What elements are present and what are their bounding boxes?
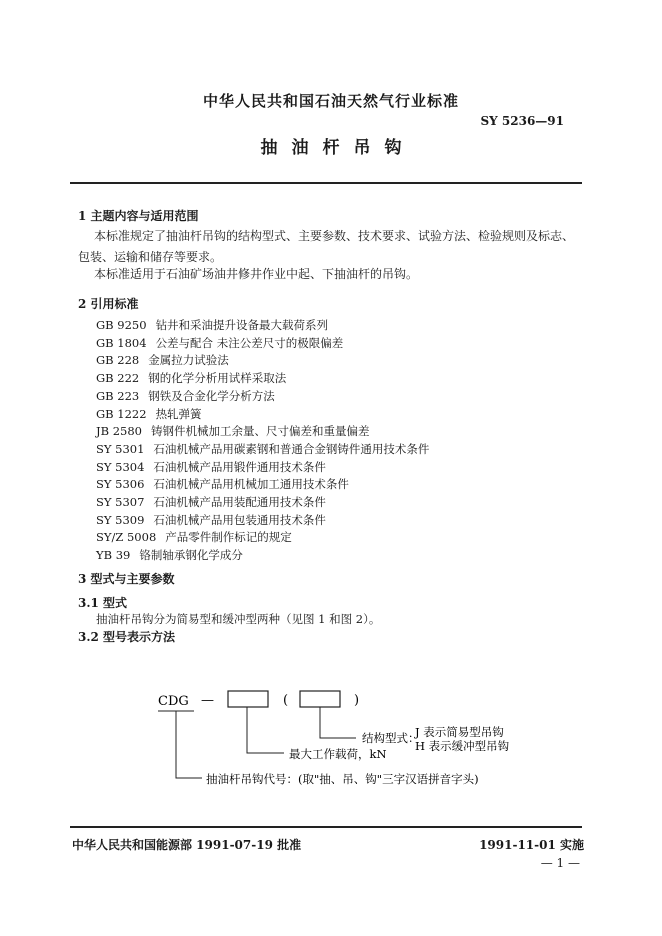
section-1-paragraph-1: 本标准规定了抽油杆吊钩的结构型式、主要参数、技术要求、试验方法、检验规则及标志、包装、运输和储存等要求。 xyxy=(78,229,575,264)
section-2-heading: 2 引用标准 xyxy=(78,297,139,311)
paren-close: ) xyxy=(354,693,360,708)
reference-title: 石油机械产品用包装通用技术条件 xyxy=(153,512,326,527)
reference-code: SY 5309 xyxy=(96,512,145,527)
diagram-dash: — xyxy=(201,693,214,708)
effective-date: 1991-11-01 实施 xyxy=(479,838,584,852)
reference-code: GB 223 xyxy=(96,388,140,403)
section-3-1-heading: 3.1 型式 xyxy=(78,596,128,610)
reference-title: 钢铁及合金化学分析方法 xyxy=(148,388,275,403)
code-label: 抽油杆吊钩代号：(取"抽、吊、钩"三字汉语拼音字头) xyxy=(206,772,479,786)
reference-title: 铬制轴承钢化学成分 xyxy=(139,548,243,563)
reference-code: GB 222 xyxy=(96,371,140,386)
load-box xyxy=(228,691,268,707)
reference-item xyxy=(96,388,275,404)
reference-item xyxy=(96,317,328,333)
reference-title: 石油机械产品用机械加工通用技术条件 xyxy=(153,477,349,492)
type-box xyxy=(300,691,340,707)
reference-item xyxy=(96,335,343,351)
reference-item xyxy=(96,459,326,475)
reference-item xyxy=(96,406,202,422)
reference-title: 公差与配合 未注公差尺寸的极限偏差 xyxy=(155,335,344,350)
footer-divider xyxy=(70,826,582,828)
section-3-2-heading: 3.2 型号表示方法 xyxy=(78,630,176,644)
reference-code: SY 5301 xyxy=(96,441,145,456)
reference-code: GB 9250 xyxy=(96,318,147,332)
reference-item xyxy=(96,423,369,439)
reference-item xyxy=(96,370,286,386)
reference-item xyxy=(96,512,326,528)
reference-code: GB 1804 xyxy=(96,335,147,350)
reference-item xyxy=(96,476,349,492)
section-3-1-text: 抽油杆吊钩分为简易型和缓冲型两种（见图 1 和图 2）。 xyxy=(96,612,381,626)
reference-code: SY/Z 5008 xyxy=(96,530,157,545)
reference-title: 钻井和采油提升设备最大载荷系列 xyxy=(155,318,329,332)
section-1-heading: 1 主题内容与适用范围 xyxy=(78,209,199,223)
standard-code: SY 5236—91 xyxy=(480,114,564,128)
reference-code: SY 5304 xyxy=(96,459,145,474)
struct-label: 结构型式： xyxy=(362,731,420,745)
document-title: 抽油杆吊钩 xyxy=(260,138,416,158)
reference-item xyxy=(96,494,326,510)
reference-title: 石油机械产品用碳素钢和普通合金钢铸件通用技术条件 xyxy=(153,441,430,456)
reference-title: 钢的化学分析用试样采取法 xyxy=(148,371,287,386)
reference-code: JB 2580 xyxy=(96,424,142,439)
reference-title: 石油机械产品用锻件通用技术条件 xyxy=(153,459,326,474)
reference-title: 金属拉力试验法 xyxy=(148,353,229,368)
issuing-organization: 中华人民共和国石油天然气行业标准 xyxy=(202,92,459,110)
reference-item xyxy=(96,352,229,368)
reference-item xyxy=(96,547,243,563)
reference-code: SY 5306 xyxy=(96,477,145,492)
struct-j: J 表示简易型吊钩 xyxy=(415,725,504,739)
model-designation-diagram xyxy=(0,680,662,800)
load-leader-line xyxy=(247,707,284,753)
issuer-text: 中华人民共和国能源部 1991-07-19 批准 xyxy=(72,838,302,852)
reference-code: YB 39 xyxy=(96,548,131,563)
reference-item xyxy=(96,441,429,457)
load-label: 最大工作载荷，kN xyxy=(289,747,387,761)
diagram-prefix: CDG xyxy=(158,694,189,709)
reference-title: 石油机械产品用装配通用技术条件 xyxy=(153,495,326,509)
section-3-heading: 3 型式与主要参数 xyxy=(78,572,175,586)
reference-code: SY 5307 xyxy=(96,495,145,509)
header-divider xyxy=(70,182,582,184)
page-number: — 1 — xyxy=(540,856,580,870)
section-1-paragraph-2: 本标准适用于石油矿场油井修井作业中起、下抽油杆的吊钩。 xyxy=(94,267,419,281)
reference-title: 产品零件制作标记的规定 xyxy=(165,530,292,545)
struct-h: H 表示缓冲型吊钩 xyxy=(415,739,510,753)
reference-title: 热轧弹簧 xyxy=(155,406,202,421)
paren-open: ( xyxy=(283,693,289,708)
code-leader-line xyxy=(176,711,202,778)
reference-title: 铸钢件机械加工余量、尺寸偏差和重量偏差 xyxy=(150,424,370,439)
reference-code: GB 228 xyxy=(96,353,140,368)
reference-code: GB 1222 xyxy=(96,406,147,421)
type-leader-line xyxy=(320,707,356,738)
reference-item xyxy=(96,529,292,545)
